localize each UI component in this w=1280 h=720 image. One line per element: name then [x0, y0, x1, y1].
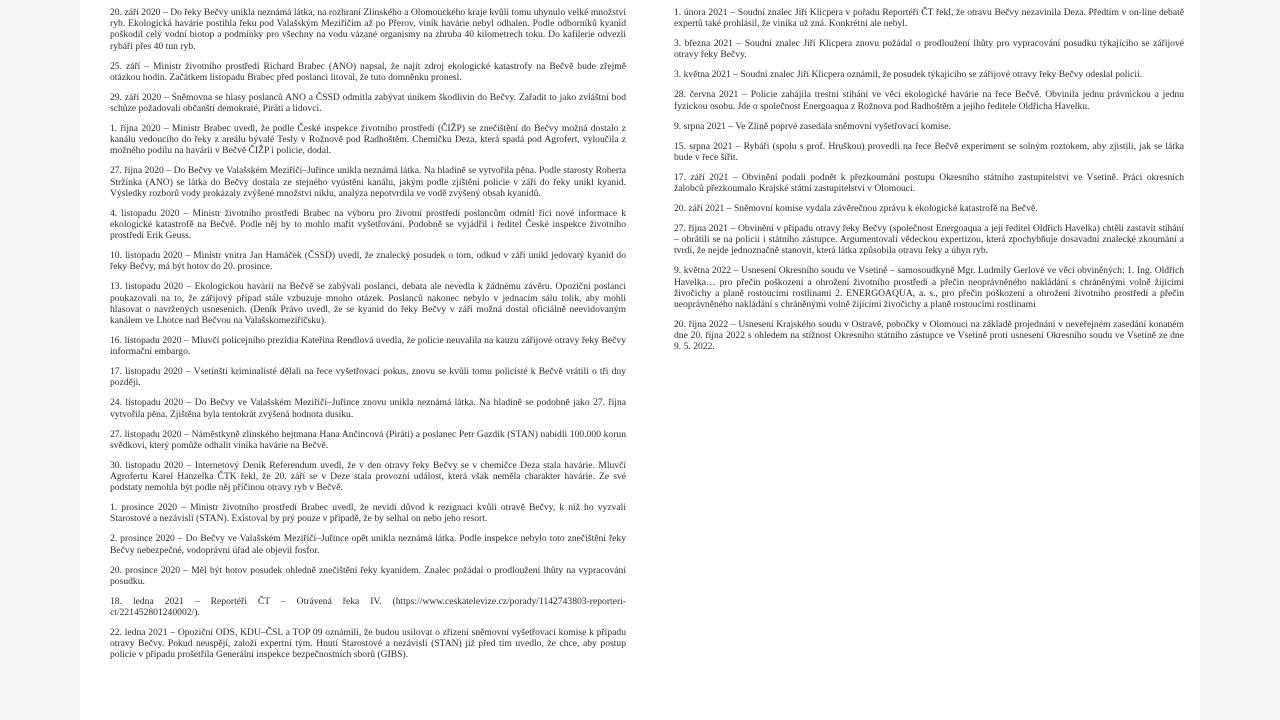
timeline-entry [110, 281, 626, 326]
entry-text: Měl být hotov posudek ohledně znečištění řeky kyanidem. Znalec požádal o prodloužení lhůty na vypracování posudku. [110, 564, 626, 587]
timeline-entry [110, 208, 626, 242]
entry-date: 1. února 2021 [674, 7, 728, 18]
entry-text: Ministr Brabec uvedl, že podle České inspekce životního prostředí (ČIŽP) se znečištění do Bečvy možná dostalo z kanálu vedoucího do řeky z areálu bývalé Tesly v Rožnově pod Radhoštěm. Chemičku Deza, která spadá pod Agrofert, vyloučila z možného podílu na havárii v Bečvě ČIŽP i policie, dodal. [110, 123, 626, 157]
timeline-entry [674, 223, 1184, 257]
timeline-entry [110, 502, 626, 524]
timeline-entry [674, 265, 1184, 310]
entry-separator: – [140, 60, 154, 72]
entry-separator: – [174, 533, 186, 545]
timeline-entry [110, 627, 626, 661]
timeline-entry [110, 397, 626, 419]
timeline-entry [110, 335, 626, 357]
entry-text: Ministr životního prostředí Brabec uvedl, že nevidí důvod k rezignaci kvůli otravě Bečvy, k níž ho vyzvali Starostové a nezávislí (STAN). Existoval by prý pouze v případě, že by selhal on nebo jeho resort. [110, 502, 626, 525]
entry-separator: – [738, 89, 751, 101]
timeline-entry [674, 203, 1184, 214]
entry-date: 13. listopadu 2020 [110, 281, 184, 293]
entry-date: 3. května 2021 [674, 69, 731, 81]
entry-separator: – [725, 120, 736, 132]
entry-text: Policie zahájila trestní stíhání ve věci ekologické havárie na řece Bečvě. Obvinila jednu právnickou a jednu fyzickou osobu. Jde o společnost Energoaqua z Rožnova pod Radhoštěm a jejího ředitele Oldřicha Havelku. [674, 89, 1184, 112]
entry-separator: – [727, 7, 738, 18]
entry-date: 17. listopadu 2020 [110, 366, 183, 378]
entry-date: 28. června 2021 [674, 89, 739, 101]
timeline-entry [110, 460, 626, 494]
entry-separator: – [179, 207, 193, 219]
entry-separator: – [727, 223, 738, 235]
entry-separator: – [163, 165, 174, 177]
entry-text: Soudní znalec Jiří Klicpera znovu požádal o prodloužení lhůty pro vypracování posudku týkajícího se zářijové otravy řeky Bečvy. [674, 38, 1185, 61]
entry-separator: – [180, 564, 192, 576]
entry-text: Soudní znalec Jiří Klicpera oznámil, že posudek týkajícího se zářijové otravy řeky Bečvy odeslal policii. [740, 69, 1143, 81]
entry-separator: – [732, 140, 744, 152]
entry-text: Usnesení Okresního soudu ve Vsetíně – samosoudkyně Mgr. Ludmily Gerlové ve věci obviněných: 1. Ing. Oldřich Havelka… pro přečin poškození a ohrožení životního prostředí a přečin neoprávněného nakládání s chráněnými volně žijícími živočichy a planě rostoucími rostlinami 2. ENERGOAQUA, a. s., pro přečin poškození a ohrožení životního prostředí a přečin neoprávněného nakládání s chráněnými volně žijícími živočichy a planě rostoucími rostlinami [674, 265, 1184, 311]
timeline-entry [110, 533, 626, 555]
entry-date: 25. září [110, 60, 141, 72]
entry-text: Do řeky Bečvy unikla neznámá látka, na rozhraní Zlínského a Olomouckého kraje kvůli tomu uhynulo velké množství ryb. Ekologická havárie postihla řeku pod Valašským Meziříčím až po Přerov, viník havárie nebyl odhalen. Podle odborníků kyanid poškodil celý vodní biotop a podmínky pro všechny na vodu vázané organismy na zhruba 40 kilometrech toku. Do kafilerie odvezli rybáři přes 40 tun ryb. [110, 7, 627, 52]
timeline-entry [110, 123, 626, 157]
timeline-entry [674, 89, 1184, 111]
entry-text: Ministr životního prostředí Richard Brabec (ANO) napsal, že najít zdroj ekologické katastrofy na Bečvě bude zřejmě otázkou hodin. Začátkem listopadu Brabec před poslanci litoval, že tuto domněnku pronesl. [110, 60, 626, 83]
entry-date: 20. října 2022 [674, 319, 729, 331]
timeline-left-column [110, 7, 626, 669]
entry-date: 27. listopadu 2020 [110, 428, 182, 440]
entry-date: 18. ledna 2021 [110, 595, 184, 607]
entry-date: 20. prosince 2020 [110, 564, 181, 576]
entry-separator: – [728, 171, 742, 183]
entry-text: Náměstkyně zlínského hejtmana Hana Ančincová (Piráti) a poslanec Petr Gazdík (STAN) nabídli 100.000 korun svědkovi, který pomůže odhalit viníka havárie na Bečvě. [110, 428, 627, 451]
entry-date: 16. listopadu 2020 [110, 335, 182, 347]
entry-separator: – [161, 91, 172, 103]
timeline-right-column [674, 7, 1184, 361]
timeline-entry [110, 366, 626, 388]
timeline-entry [110, 429, 626, 451]
entry-date: 9. května 2022 [674, 265, 732, 277]
timeline-entry [110, 61, 626, 83]
entry-date: 22. ledna 2021 [110, 627, 168, 639]
entry-date: 15. srpna 2021 [674, 140, 733, 152]
entry-text: Sněmovna se hlasy poslanců ANO a ČSSD odmítla zabývat únikem škodlivin do Bečvy. Zařadit to jako zvláštní bod schůze požadovali občanští demokraté, Piráti a lidovci. [110, 91, 626, 115]
entry-separator: – [182, 250, 194, 262]
entry-date: 20. září 2020 [110, 7, 161, 18]
entry-separator: – [183, 459, 195, 471]
entry-date: 27. října 2020 [110, 165, 164, 177]
entry-text: Mluvčí policejního prezidia Kateřina Rendlová uvedla, že policie neuvalila na kauzu zářijové otravy řeky Bečvy informační embargo. [110, 335, 627, 358]
entry-separator: – [183, 595, 211, 607]
entry-text: Internetový Deník Referendum uvedl, že v den otravy řeky Bečvy se v chemičce Deza stala havárie. Mluvčí Agrofertu Karel Hanzelka ČTK řekl, že 20. září se v Deze stala provozní událost, která však neměla charakter havárie. Ze své podstaty nemohla být podle něj příčinou otravy ryb v Bečvě. [110, 459, 627, 494]
entry-separator: – [724, 203, 734, 215]
entry-text: Do Bečvy ve Valašském Meziříčí–Juřince unikla neznámá látka. Na hladině se vytvořila pěna. Podle starosty Roberta Stržínka (ANO) se látka do Bečvy dostala ze stejného vyústění kanálu, jakým podle zjištění policie v září do řeky unikl kyanid. Výsledky rozborů vody prokázaly zvýšené množství niklu, analýza nepotvrdila ve vodě zvýšený obsah kyanidů. [110, 165, 627, 199]
entry-text: Ve Zlíně poprvé zasedala sněmovní vyšetřovací komise. [735, 120, 951, 132]
entry-date: 4. listopadu 2020 [110, 207, 180, 219]
entry-text: Usnesení Krajského soudu v Ostravě, pobočky v Olomouci na základě projednání v neveřejném zasedání konaném dne 20. října 2022 s ohledem na stížnost Okresního státního zástupce ve Vsetíně proti usnesení Okresního soudu ve Vsetíně ze dne 9. 5. 2022. [674, 319, 1184, 353]
timeline-entry [674, 69, 1184, 80]
entry-text: Sněmovní komise vydala závěrečnou zprávu k ekologické katastrofě na Bečvě. [733, 203, 1038, 215]
entry-text: Vsetínští kriminalisté dělali na řece vyšetřovací pokus, znovu se kvůli tomu policisté k Bečvě vrátili o tři dny později. [110, 366, 626, 389]
entry-text: Ministr životního prostředí Brabec na výboru pro životní prostředí poslancům odmítl říci nové informace k ekologické katastrofě na Bečvě. Podle něj by to mohlo mařit vyšetřování. Podobně se vyjádřil i ředitel České inspekce životního prostředí Erik Geuss. [110, 207, 627, 242]
entry-separator: – [177, 502, 191, 514]
entry-separator: – [182, 366, 194, 378]
entry-separator: – [181, 335, 192, 347]
timeline-entry [110, 596, 626, 618]
entry-text: Soudní znalec Jiří Klicpera v pořadu Reportéři ČT řekl, že otravu Bečvy nezavinila Deza. Předtím v on-line debatě expertů také prohlásil, že viníka už zná. Konkrétní ale nebyl. [674, 7, 1185, 30]
entry-separator: – [730, 69, 741, 81]
entry-date: 20. září 2021 [674, 203, 725, 215]
entry-date: 2. prosince 2020 [110, 533, 175, 545]
entry-separator: – [181, 428, 192, 440]
entry-date: 3. března 2021 [674, 38, 733, 50]
timeline-entry [674, 141, 1184, 163]
entry-date: 1. října 2020 [110, 123, 161, 135]
timeline-entry [674, 172, 1184, 194]
entry-date: 24. listopadu 2020 [110, 397, 184, 409]
entry-date: 27. října 2021 [674, 223, 728, 235]
timeline-entry [674, 38, 1184, 60]
entry-text: Do Bečvy ve Valašském Meziříčí–Juřince opět unikla neznámá látka. Podle inspekce nebylo toto znečištění řeky Bečvy nebezpečné, vodoprávní úřad ale objevil fosfor. [110, 533, 626, 556]
timeline-entry [110, 7, 626, 52]
entry-date: 9. srpna 2021 [674, 120, 726, 132]
entry-date: 1. prosince 2020 [110, 502, 178, 514]
entry-text: Reportéři ČT – Otrávená řeka IV. (https://www.ceskatelevize.cz/porady/1142743803-reporteri-ct/221452801240002/). [110, 595, 627, 619]
entry-text: Ministr vnitra Jan Hamáček (ČSSD) uvedl, že znalecký posudek o tom, odkud v září unikl jedovatý kyanid do řeky Bečvy, má být hotov do 20. prosince. [110, 250, 627, 273]
entry-separator: – [167, 627, 178, 639]
entry-text: Rybáři (spolu s prof. Hruškou) provedli na řece Bečvě experiment se solným roztokem, aby zjistili, jak se látka bude v řece šířit. [674, 140, 1185, 163]
document-page [80, 0, 1200, 720]
entry-text: Do Bečvy ve Valašském Meziříčí–Juřince znovu unikla neznámá látka. Na hladině se podobně jako 27. října vytvořila pěna. Zjištěna byla tentokrát zvýšená hodnota dusíku. [110, 397, 626, 420]
entry-text: Obvinění podali podnět k přezkoumání postupu Okresního státního zastupitelství ve Vsetíně. Práci okresních žalobců přezkoumalo Krajské státní zastupitelství v Olomouci. [674, 171, 1185, 195]
timeline-entry [110, 250, 626, 272]
entry-separator: – [160, 7, 171, 18]
timeline-entry [110, 92, 626, 114]
entry-date: 30. listopadu 2020 [110, 459, 184, 471]
entry-separator: – [183, 397, 195, 409]
timeline-entry [110, 165, 626, 199]
entry-separator: – [731, 265, 742, 277]
entry-separator: – [160, 123, 172, 135]
timeline-entry [674, 7, 1184, 29]
entry-text: Obvinění v případu otravy řeky Bečvy (společnost Energoaqua a její ředitel Oldřich Havelka) chtěli zastavit stíhání – obrátili se na policii i státního zástupce. Argumentovali vědeckou expertizou, která zpochybňuje dosavadní znalecké zkoumání a tvrdí, že nejde jednoznačně stanovit, která látka způsobila otravu řeky a úhyn ryb. [674, 223, 1185, 257]
timeline-entry [674, 319, 1184, 353]
entry-text: Opoziční ODS, KDU–ČSL a TOP 09 oznámili, že budou usilovat o zřízení sněmovní vyšetřovací komise k případu otravy Bečvy. Pokud neuspějí, založí expertní tým. Hnutí Starostové a nezávislí (STAN) již před tím uvedlo, že chce, aby postup policie v případu prošetřila Generální inspekce bezpečnostních sborů (GIBS). [110, 627, 627, 661]
entry-date: 10. listopadu 2020 [110, 250, 183, 262]
entry-date: 29. září 2020 [110, 91, 162, 103]
entry-separator: – [728, 319, 739, 331]
entry-separator: – [183, 281, 195, 293]
timeline-entry [110, 565, 626, 587]
timeline-entry [674, 121, 1184, 132]
entry-separator: – [732, 38, 745, 50]
entry-text: Ekologickou havárií na Bečvě se zabývali poslanci, debata ale nevedla k žádnému závěru. Opoziční poslanci poukazovali na to, že zářijový případ stále vzbuzuje mnoho otázek. Poslanců nakonec nebylo v jednacím sálu tolik, aby mohli hlasovat o navržených usneseních. (Deník Právo uvedl, že se kyanid do řeky Bečvy v září možná dostal oficiálně neevidovaným kanálem ve Lhotce nad Bečvou na Valašskomeziříčsku). [110, 281, 626, 327]
entry-date: 17. září 2021 [674, 171, 729, 183]
